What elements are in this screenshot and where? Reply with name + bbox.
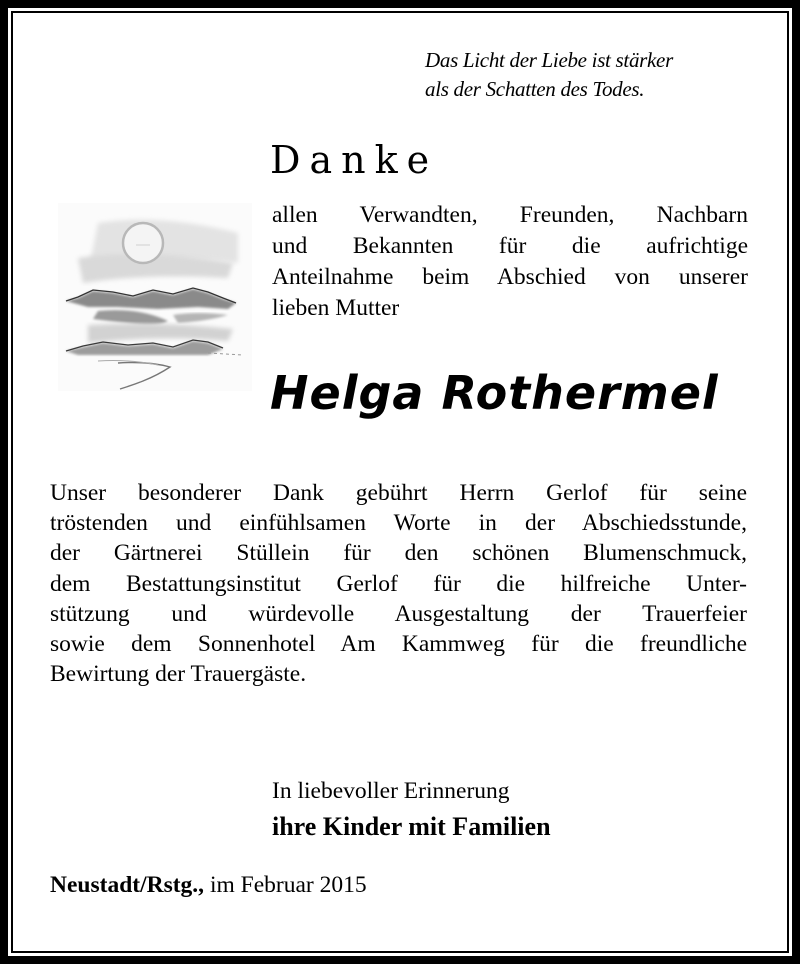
body-line: stützung und würdevolle Ausgestaltung der Trauerfeier xyxy=(50,600,747,627)
thanks-line: allen Verwandten, Freunden, Nachbarn xyxy=(272,202,748,228)
body-line: Bewirtung der Trauergäste. xyxy=(50,661,307,688)
place: Neustadt/Rstg., xyxy=(50,872,205,898)
acknowledgement-paragraph xyxy=(50,478,747,689)
motto-line: Das Licht der Liebe ist stärker xyxy=(425,48,673,72)
sunset-landscape-illustration xyxy=(58,203,252,391)
date: im Februar 2015 xyxy=(209,872,367,898)
closing-phrase: In liebevoller Erinnerung xyxy=(272,778,510,804)
thanks-line: Anteilnahme beim Abschied von unserer xyxy=(272,264,748,290)
deceased-name: Helga Rothermel xyxy=(270,366,719,420)
heading-danke: Danke xyxy=(270,138,439,182)
body-line: dem Bestattungsinstitut Gerlof für die hilfreiche Unter- xyxy=(50,570,747,597)
motto-line: als der Schatten des Todes. xyxy=(425,77,645,101)
thanks-paragraph xyxy=(272,200,748,324)
body-line: der Gärtnerei Stüllein für den schönen Blumenschmuck, xyxy=(50,540,747,567)
body-line: Unser besonderer Dank gebührt Herrn Gerlof für seine xyxy=(50,480,747,506)
thanks-line: lieben Mutter xyxy=(272,295,400,321)
thanks-line: und Bekannten für die aufrichtige xyxy=(272,233,748,259)
body-line: sowie dem Sonnenhotel Am Kammweg für die freundliche xyxy=(50,631,747,658)
landscape-sketch-icon xyxy=(58,203,252,391)
place-and-date xyxy=(50,872,367,899)
body-line: tröstenden und einfühlsamen Worte in der Abschiedsstunde, xyxy=(50,510,747,537)
motto-quote xyxy=(425,46,673,104)
signers: ihre Kinder mit Familien xyxy=(272,812,551,841)
